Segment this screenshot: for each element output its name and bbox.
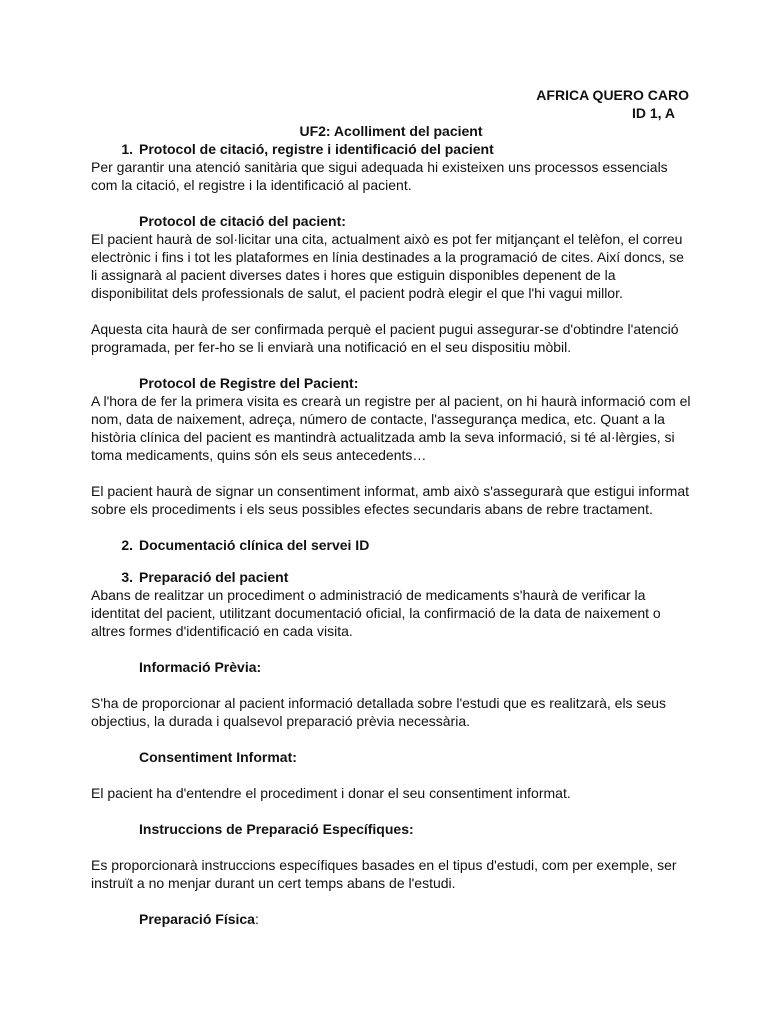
citacio-paragraph-1: El pacient haurà de sol·licitar una cita, actualment això es pot fer mitjançant el telèfon, el correu electrònic i fins i tot les plataformes en línia destinades a la programació de cites. Així doncs, se li assignarà al pacient diverses dates i hores que estiguin disponibles depenent de la disponibilitat dels professionals de salut, el pacient podrà elegir el que l'hi vagui millor. (91, 231, 684, 301)
section-3-intro: Abans de realitzar un procediment o administració de medicaments s'haurà de verificar la identitat del pacient, utilitzant documentació oficial, la confirmació de la data de naixement o altres formes d'identificació en cada visita. (91, 587, 661, 639)
course-id: ID 1, A (631, 105, 675, 121)
section-2-heading (91, 536, 691, 554)
document-body (91, 86, 691, 928)
instruccions-heading: Instruccions de Preparació Específiques: (139, 821, 414, 837)
previa-heading: Informació Prèvia: (139, 659, 262, 675)
registre-paragraph-1: A l'hora de fer la primera visita es crearà un registre per al pacient, on hi haurà informació com el nom, data de naixement, adreça, número de contacte, l'assegurança medica, etc. Quant a la història clínica del pacient es mantindrà actualitzada amb la seva informació, si té al·lèrgies, si toma medicaments, quins són els seus antecedents… (91, 393, 691, 463)
fisica-heading (91, 910, 691, 928)
section-1-intro: Per garantir una atenció sanitària que sigui adequada hi existeixen uns processos essencials com la citació, el registre i la identificació al pacient. (91, 159, 668, 193)
previa-paragraph: S'ha de proporcionar al pacient informació detallada sobre l'estudi que es realitzarà, els seus objectius, la durada i qualsevol preparació prèvia necessària. (91, 695, 667, 729)
citacio-heading: Protocol de citació del pacient: (139, 213, 346, 229)
section-1-heading (91, 140, 691, 158)
section-3-title: Preparació del pacient (139, 569, 289, 585)
document-title: UF2: Acolliment del pacient (299, 123, 483, 139)
section-2-number: 2. (121, 537, 133, 553)
author-name: AFRICA QUERO CARO (536, 87, 689, 103)
fisica-heading-text: Preparació Física (139, 911, 255, 927)
section-3-heading (91, 568, 691, 586)
registre-paragraph-2: El pacient haurà de signar un consentiment informat, amb això s'assegurarà que estigui informat sobre els procediments i els seus possibles efectes secundaris abans de rebre tractament. (91, 483, 690, 517)
consentiment-heading: Consentiment Informat: (139, 749, 297, 765)
registre-heading: Protocol de Registre del Pacient: (139, 375, 359, 391)
section-1-number: 1. (121, 141, 133, 157)
consentiment-paragraph: El pacient ha d'entendre el procediment i donar el seu consentiment informat. (91, 785, 571, 801)
instruccions-paragraph: Es proporcionarà instruccions específiques basades en el tipus d'estudi, com per exemple, ser instruït a no menjar durant un cert temps abans de l'estudi. (91, 857, 677, 891)
section-2-title: Documentació clínica del servei ID (139, 537, 370, 553)
citacio-paragraph-2: Aquesta cita haurà de ser confirmada perquè el pacient pugui assegurar-se d'obtindre l'atenció programada, per fer-ho se li enviarà una notificació en el seu dispositiu mòbil. (91, 321, 679, 355)
section-1-title: Protocol de citació, registre i identificació del pacient (139, 141, 494, 157)
section-3-number: 3. (121, 569, 133, 585)
fisica-heading-colon: : (254, 911, 259, 927)
